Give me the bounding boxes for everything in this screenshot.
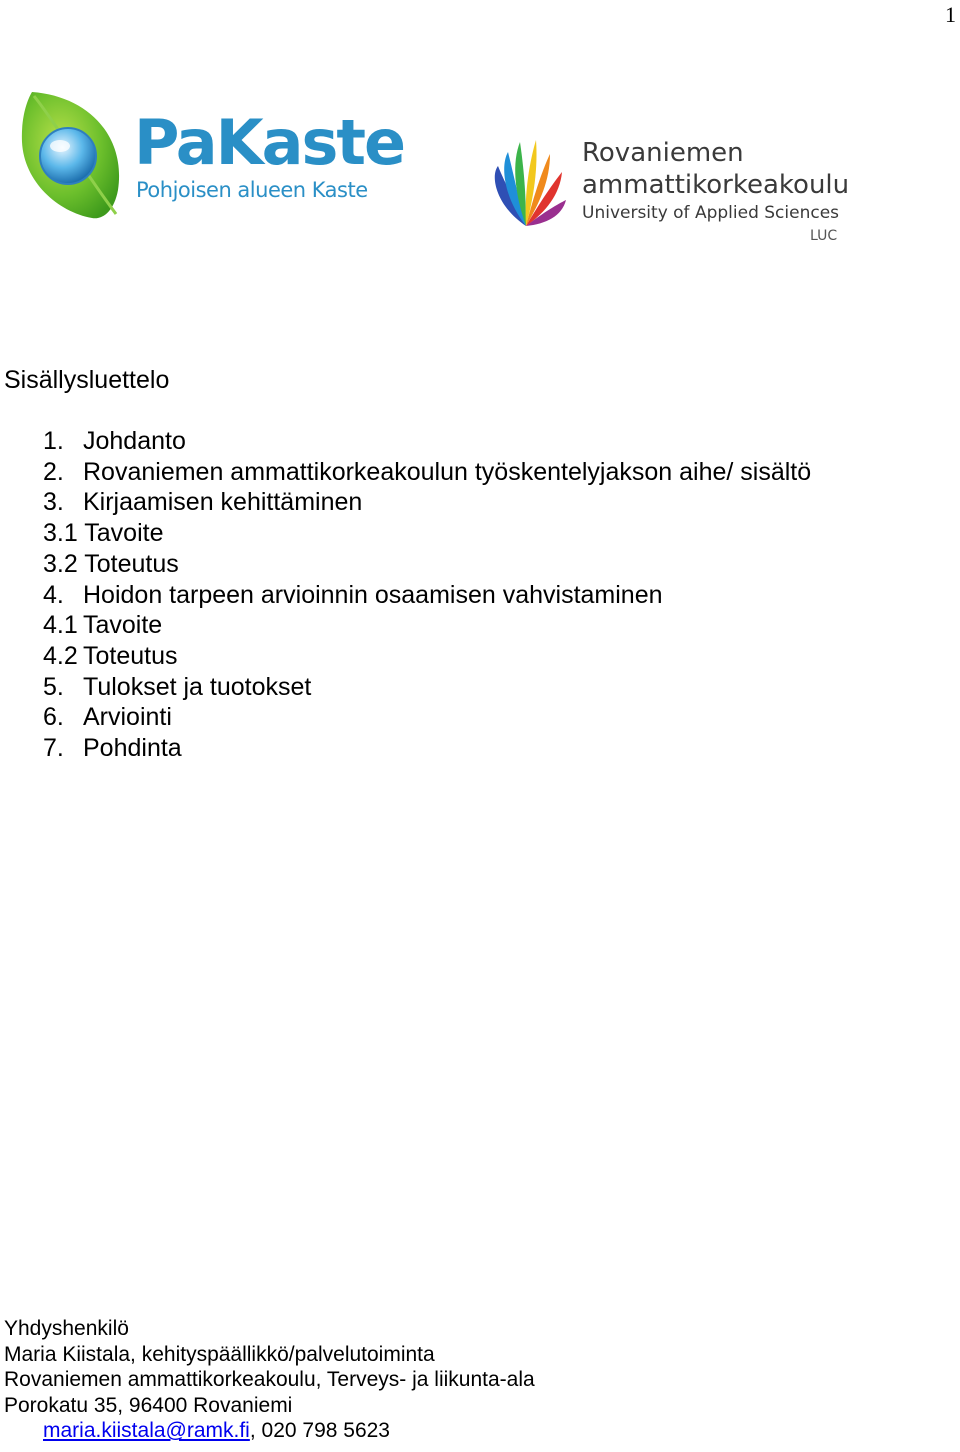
- toc-item-number: 7.: [43, 734, 64, 763]
- toc-item-label: Tavoite: [84, 519, 164, 548]
- toc-item-label: Johdanto: [83, 427, 186, 455]
- ramk-logo: [488, 136, 858, 251]
- toc-item-label: Arviointi: [83, 703, 172, 732]
- contact-heading: Yhdyshenkilö: [4, 1317, 129, 1340]
- contact-email-link[interactable]: maria.kiistala@ramk.fi: [43, 1419, 250, 1443]
- ramk-logo-line1: Rovaniemen: [582, 138, 744, 168]
- toc-item-label: Kirjaamisen kehittäminen: [83, 488, 363, 517]
- toc-item: [43, 518, 811, 549]
- toc-item-number: 4.1: [43, 611, 78, 640]
- toc-item: [43, 641, 811, 672]
- ramk-logo-line2: ammattikorkeakoulu: [582, 170, 850, 200]
- toc-item-label: Tulokset ja tuotokset: [83, 672, 312, 701]
- toc-item-label: Toteutus: [84, 549, 179, 578]
- toc-item: [43, 549, 811, 580]
- toc-item: [43, 580, 811, 611]
- toc-item: [43, 733, 811, 764]
- contact-email-phone-line: [4, 1418, 535, 1444]
- leaf-icon: [18, 86, 130, 226]
- contact-phone: , 020 798 5623: [249, 1419, 390, 1443]
- toc-item-number: 4.: [43, 580, 64, 609]
- flame-fan-icon: [488, 136, 568, 228]
- ramk-logo-luc: LUC: [810, 228, 838, 244]
- toc-item: [43, 457, 811, 488]
- pakaste-logo-name: PaKaste: [134, 106, 405, 179]
- contact-address: Porokatu 35, 96400 Rovaniemi: [4, 1393, 293, 1417]
- toc-item-number: 6.: [43, 703, 64, 732]
- toc-item-number: 3.1: [43, 519, 78, 548]
- toc-item: [43, 672, 811, 703]
- toc-item-number: 1.: [43, 427, 64, 455]
- toc-list: [43, 426, 811, 764]
- pakaste-logo: [18, 86, 405, 226]
- toc-item-number: 2.: [43, 457, 64, 486]
- toc-title: Sisällysluettelo: [4, 366, 170, 394]
- contact-block: [4, 1316, 535, 1444]
- toc-item-number: 3.2: [43, 549, 78, 578]
- toc-item-label: Hoidon tarpeen arvioinnin osaamisen vahvistaminen: [83, 580, 663, 609]
- ramk-logo-line3: University of Applied Sciences: [582, 203, 840, 223]
- toc-item-number: 4.2: [43, 641, 78, 670]
- contact-organization: Rovaniemen ammattikorkeakoulu, Terveys- ja liikunta-ala: [4, 1368, 535, 1392]
- toc-item-label: Tavoite: [83, 611, 163, 640]
- toc-item-number: 5.: [43, 672, 64, 701]
- toc-item-number: 3.: [43, 488, 64, 517]
- toc-item: [43, 426, 811, 457]
- toc-item-label: Rovaniemen ammattikorkeakoulun työskentelyjakson aihe/ sisältö: [83, 457, 812, 486]
- toc-item-label: Pohdinta: [83, 734, 182, 763]
- contact-name-title: Maria Kiistala, kehityspäällikkö/palvelutoiminta: [4, 1342, 435, 1366]
- toc-item: [43, 610, 811, 641]
- page-number: 1: [945, 2, 956, 27]
- pakaste-logo-subtitle: Pohjoisen alueen Kaste: [136, 178, 368, 202]
- toc-item-label: Toteutus: [83, 641, 178, 670]
- toc-item: [43, 487, 811, 518]
- toc-item: [43, 702, 811, 733]
